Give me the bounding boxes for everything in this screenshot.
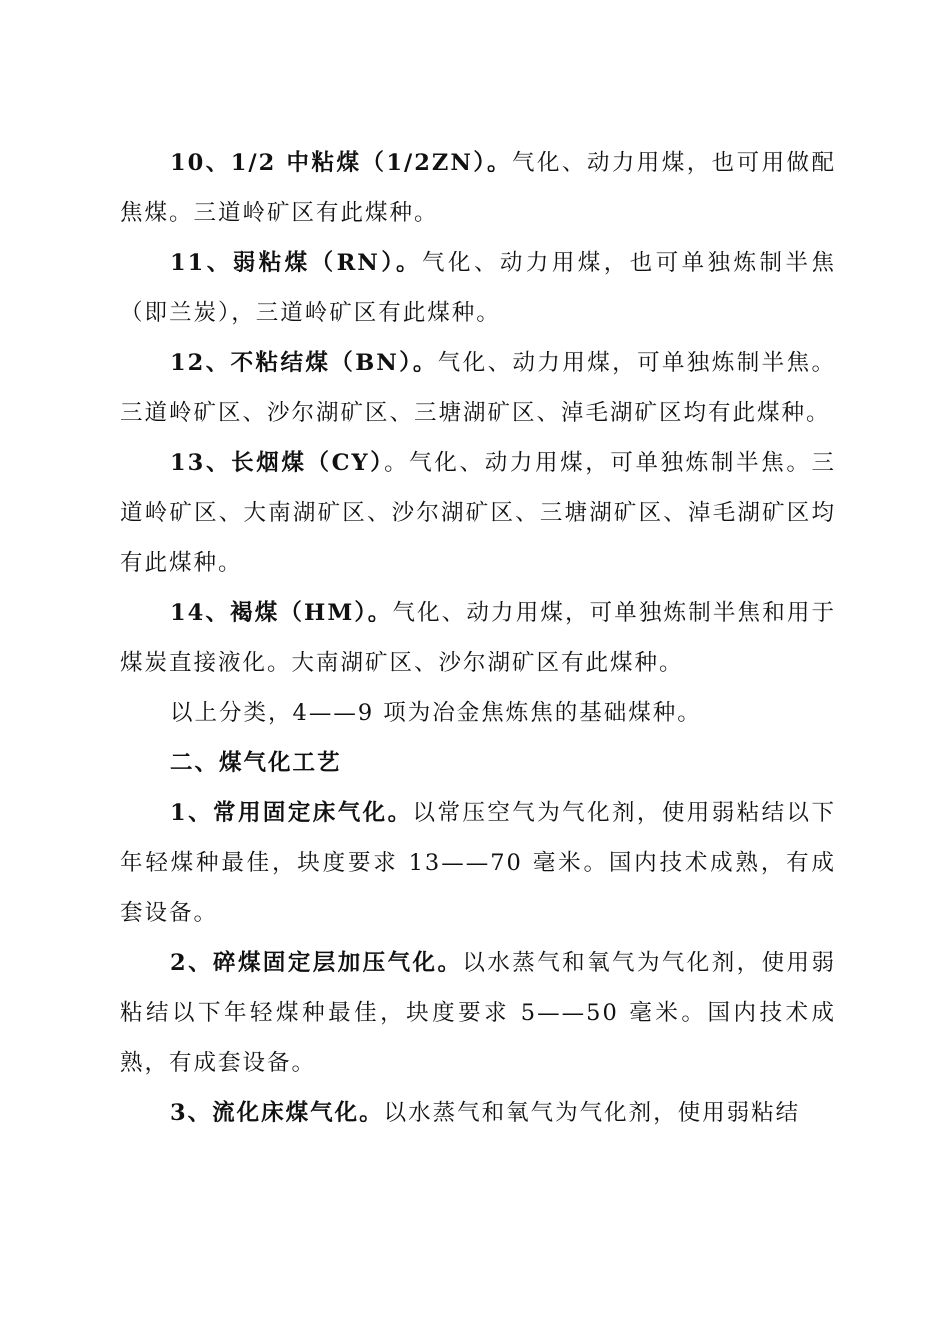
coal-type-13-paragraph — [120, 438, 836, 588]
process-2-title: 2、碎煤固定层加压气化。 — [170, 950, 463, 976]
process-3-title: 3、流化床煤气化。 — [170, 1100, 384, 1126]
process-3-text: 以水蒸气和氧气为气化剂，使用弱粘结 — [383, 1100, 801, 1126]
coal-type-14-text: 气化、动力用煤，可单独炼制半焦和用于煤炭直接液化。大南湖矿区、沙尔湖矿区有此煤种。 — [120, 600, 836, 676]
coal-type-10-paragraph — [120, 138, 836, 238]
coal-type-12-paragraph — [120, 338, 836, 438]
summary-paragraph: 以上分类，4——9 项为冶金焦炼焦的基础煤种。 — [170, 700, 702, 726]
coal-type-10-title: 10、1/2 中粘煤（1/2ZN）。 — [170, 150, 513, 176]
coal-type-12-text: 气化、动力用煤，可单独炼制半焦。三道岭矿区、沙尔湖矿区、三塘湖矿区、淖毛湖矿区均有此煤种。 — [120, 350, 836, 426]
coal-type-11-text: 气化、动力用煤，也可单独炼制半焦（即兰炭），三道岭矿区有此煤种。 — [120, 250, 836, 326]
process-1-paragraph — [120, 788, 836, 938]
coal-type-13-text: 。气化、动力用煤，可单独炼制半焦。三道岭矿区、大南湖矿区、沙尔湖矿区、三塘湖矿区、淖毛湖矿区均有此煤种。 — [120, 450, 836, 576]
section-heading: 二、煤气化工艺 — [170, 750, 342, 776]
coal-type-10-text: 气化、动力用煤，也可用做配焦煤。三道岭矿区有此煤种。 — [120, 150, 836, 226]
process-1-text: 以常压空气为气化剂，使用弱粘结以下年轻煤种最佳，块度要求 13——70 毫米。国内技术成熟，有成套设备。 — [120, 800, 836, 926]
coal-type-11-paragraph — [120, 238, 836, 338]
process-2-text: 以水蒸气和氧气为气化剂，使用弱粘结以下年轻煤种最佳，块度要求 5——50 毫米。国内技术成熟，有成套设备。 — [120, 950, 836, 1076]
process-2-paragraph — [120, 938, 836, 1088]
coal-type-11-title: 11、弱粘煤（RN）。 — [170, 250, 423, 276]
coal-type-12-title: 12、不粘结煤（BN）。 — [170, 350, 438, 376]
process-3-paragraph — [120, 1088, 836, 1138]
document-page — [120, 138, 836, 1138]
coal-type-13-title: 13、长烟煤（CY） — [170, 450, 385, 476]
coal-type-14-title: 14、褐煤（HM）。 — [170, 600, 393, 626]
process-1-title: 1、常用固定床气化。 — [170, 800, 413, 826]
coal-type-14-paragraph — [120, 588, 836, 688]
